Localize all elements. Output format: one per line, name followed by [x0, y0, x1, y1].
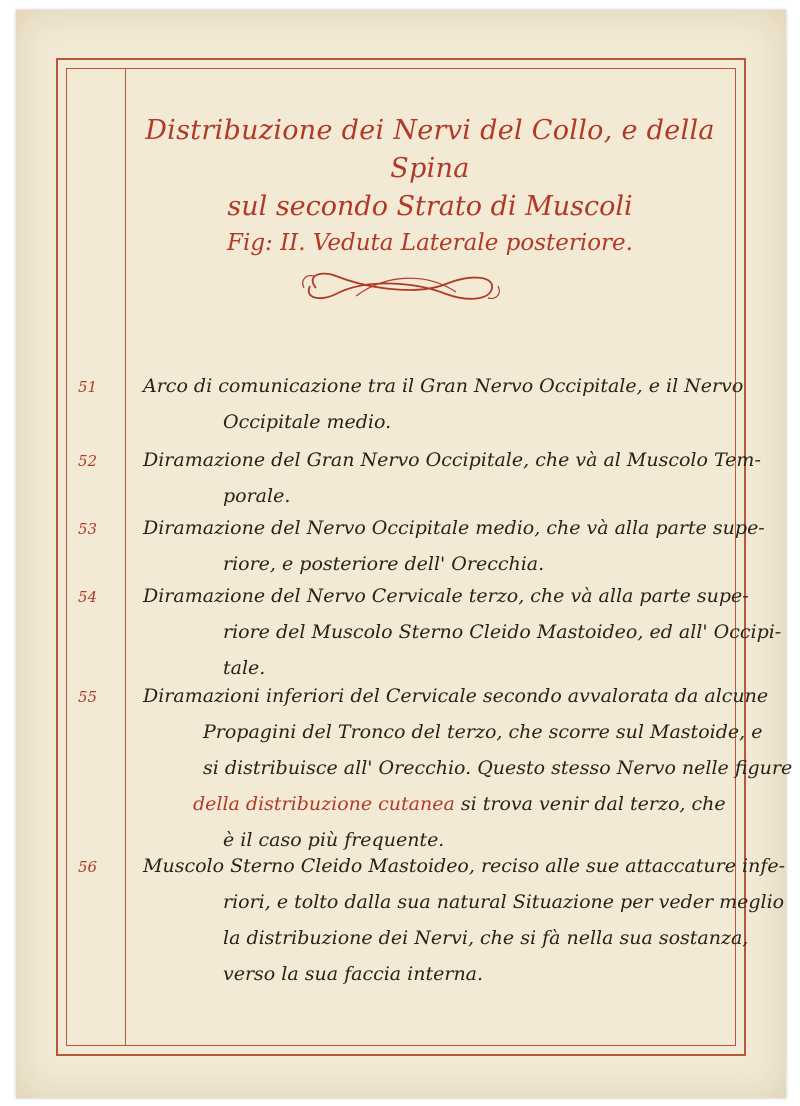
entry-55 — [143, 678, 793, 858]
entry-line: si distribuisce all' Orecchio. Questo stesso Nervo nelle figure — [203, 757, 793, 779]
entry-number: 52 — [78, 452, 98, 470]
entry-line: Muscolo Sterno Cleido Mastoideo, reciso alle sue attaccature infe- — [143, 855, 786, 877]
title-line-1: Distribuzione dei Nervi del Collo, e della Spina — [145, 115, 715, 184]
entry-52 — [143, 442, 761, 514]
entry-line: tale. — [223, 657, 266, 679]
page-title — [130, 112, 730, 260]
entry-line: è il caso più frequente. — [223, 829, 445, 851]
calligraphic-flourish — [296, 262, 506, 312]
entry-line: Diramazione del Nervo Cervicale terzo, che và alla parte supe- — [143, 585, 749, 607]
entry-53 — [143, 510, 765, 582]
entry-line: Occipitale medio. — [223, 411, 392, 433]
entry-line-continuation: si trova venir dal terzo, che — [460, 793, 726, 815]
entry-51 — [143, 368, 744, 440]
entry-line: Arco di comunicazione tra il Gran Nervo Occipitale, e il Nervo — [143, 375, 744, 397]
entry-line: Diramazione del Nervo Occipitale medio, che và alla parte supe- — [143, 517, 765, 539]
entry-number: 56 — [78, 858, 98, 876]
entry-line: porale. — [223, 485, 291, 507]
margin-rule — [125, 68, 126, 1046]
entry-line: verso la sua faccia interna. — [223, 963, 484, 985]
entry-number: 53 — [78, 520, 98, 538]
entry-line: riori, e tolto dalla sua natural Situazione per veder meglio — [223, 891, 785, 913]
entry-line — [143, 786, 741, 822]
entry-line: la distribuzione dei Nervi, che si fà nella sua sostanza, — [223, 927, 749, 949]
red-highlight-text: della distribuzione cutanea — [193, 793, 455, 815]
entry-line: riore del Muscolo Sterno Cleido Mastoideo, ed all' Occipi- — [223, 621, 782, 643]
entry-number: 55 — [78, 688, 98, 706]
title-line-3: Fig: II. Veduta Laterale posteriore. — [227, 230, 633, 256]
entry-line: Propagini del Tronco del terzo, che scorre sul Mastoide, e — [203, 721, 763, 743]
entry-line: Diramazioni inferiori del Cervicale secondo avvalorata da alcune — [143, 685, 769, 707]
entry-line: Diramazione del Gran Nervo Occipitale, che và al Muscolo Tem- — [143, 449, 761, 471]
entry-number: 54 — [78, 588, 98, 606]
entry-number: 51 — [78, 378, 98, 396]
entry-56 — [143, 848, 786, 992]
title-line-2: sul secondo Strato di Muscoli — [227, 191, 633, 222]
entry-line: riore, e posteriore dell' Orecchia. — [223, 553, 545, 575]
entry-54 — [143, 578, 782, 686]
